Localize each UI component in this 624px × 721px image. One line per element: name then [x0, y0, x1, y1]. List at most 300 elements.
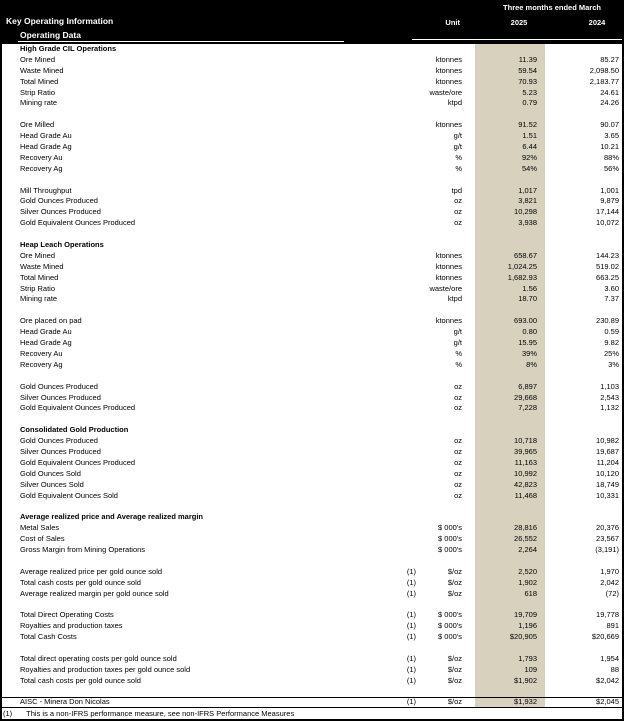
row-unit: oz	[454, 446, 462, 456]
row-unit	[416, 44, 464, 55]
table-row	[2, 697, 622, 708]
row-unit: $/oz	[447, 664, 462, 674]
footnote-ref	[388, 273, 416, 284]
row-unit: $/oz	[447, 653, 462, 663]
value-2025: 693.00	[514, 316, 537, 326]
row-label: Head Grade Au	[20, 327, 72, 337]
table-row	[2, 610, 622, 621]
value-2024: 56%	[603, 163, 619, 173]
table-row	[2, 66, 622, 77]
row-label: Silver Ounces Produced	[20, 207, 101, 217]
row-unit: ktpd	[447, 98, 462, 108]
row-label: Waste Mined	[20, 261, 64, 271]
value-2024: 25%	[603, 348, 619, 358]
row-unit: $ 000's	[438, 523, 462, 533]
row-label: Gold Equivalent Ounces Produced	[20, 403, 136, 413]
value-2025: 10,718	[514, 436, 537, 446]
row-unit: ktonnes	[435, 272, 462, 282]
row-label: Strip Ratio	[20, 283, 56, 293]
table-row	[2, 153, 622, 164]
row-unit: g/t	[453, 142, 462, 152]
row-label: Royalties and production taxes per gold ounce sold	[20, 664, 191, 674]
value-2024	[540, 44, 622, 55]
value-2024: 19,778	[596, 610, 619, 620]
table-row	[2, 567, 622, 578]
row-unit: ktonnes	[435, 250, 462, 260]
value-2025: 11,163	[514, 457, 537, 467]
row-label: AISC - Minera Don Nicolas	[20, 697, 110, 707]
footnote-ref	[388, 142, 416, 153]
value-2025: 0.79	[522, 98, 537, 108]
row-label: Head Grade Au	[20, 131, 72, 141]
row-unit: oz	[454, 218, 462, 228]
value-2025: 26,552	[514, 534, 537, 544]
value-2024: 10,072	[596, 218, 619, 228]
value-2024: 19,687	[596, 446, 619, 456]
value-2024: 663.25	[596, 272, 619, 282]
row-label: Total Mined	[20, 76, 59, 86]
spacer-row	[2, 371, 622, 382]
spacer-row	[2, 109, 622, 120]
value-2024: 24.61	[600, 87, 619, 97]
value-2025: 29,668	[514, 392, 537, 402]
value-2025: 42,823	[514, 479, 537, 489]
table-row	[2, 534, 622, 545]
footnote-ref	[388, 425, 416, 436]
row-unit: oz	[454, 457, 462, 467]
value-2024: (3,191)	[595, 544, 619, 554]
footnote-ref	[388, 436, 416, 447]
footnote-ref	[388, 153, 416, 164]
value-2025: 10,992	[514, 468, 537, 478]
table-rows	[2, 44, 622, 708]
value-2025: 1,682.93	[507, 272, 537, 282]
value-2025: 3,821	[518, 196, 537, 206]
footnote-ref	[388, 393, 416, 404]
year-2024-column-header: 2024	[588, 18, 606, 27]
footnote-ref	[388, 294, 416, 305]
value-2025: 8%	[526, 359, 537, 369]
value-2024: 519.02	[596, 261, 619, 271]
row-label: Head Grade Ag	[20, 142, 72, 152]
value-2025: 6,897	[518, 381, 537, 391]
footnote-ref	[388, 98, 416, 109]
row-label: Ore Mined	[20, 54, 56, 64]
footnote-ref	[388, 44, 416, 55]
row-unit	[416, 512, 464, 523]
row-unit: %	[455, 359, 462, 369]
table-row	[2, 458, 622, 469]
table-row	[2, 338, 622, 349]
row-unit	[416, 425, 464, 436]
footnote-ref: (1)	[406, 664, 416, 674]
value-2025: 92%	[521, 152, 537, 162]
footnote-ref: (1)	[406, 632, 416, 642]
row-unit: %	[455, 348, 462, 358]
value-2024: 3.60	[604, 283, 619, 293]
value-2024: 20,376	[596, 523, 619, 533]
value-2024	[540, 512, 622, 523]
row-label: Mining rate	[20, 294, 58, 304]
row-unit: $ 000's	[438, 534, 462, 544]
value-2025: 1.51	[522, 131, 537, 141]
footnote-ref	[388, 66, 416, 77]
table-row	[2, 676, 622, 687]
footnote-ref	[388, 447, 416, 458]
table-row	[2, 77, 622, 88]
value-2025: 18.70	[518, 294, 537, 304]
footnote	[2, 708, 622, 718]
value-2025: 3,938	[518, 218, 537, 228]
footnote-ref: (1)	[406, 610, 416, 620]
value-2024: (72)	[605, 588, 619, 598]
value-2024: 1,970	[600, 566, 619, 576]
value-2025: 1,017	[518, 185, 537, 195]
table-row	[2, 545, 622, 556]
footnote-ref	[388, 120, 416, 131]
table-row	[2, 491, 622, 502]
footnote-ref	[388, 186, 416, 197]
row-label: Total cash costs per gold ounce sold	[20, 577, 141, 587]
table-row	[2, 316, 622, 327]
footnote-ref	[388, 262, 416, 273]
row-label: Total Direct Operating Costs	[20, 610, 114, 620]
footnote-ref	[388, 316, 416, 327]
value-2024: 2,042	[600, 577, 619, 587]
value-2024: 90.07	[600, 120, 619, 130]
footnote-ref	[388, 196, 416, 207]
value-2024: 10,982	[596, 436, 619, 446]
row-label: Cost of Sales	[20, 534, 65, 544]
row-unit: oz	[454, 436, 462, 446]
row-label: Silver Ounces Produced	[20, 392, 101, 402]
footnote-ref	[388, 534, 416, 545]
row-unit: g/t	[453, 338, 462, 348]
table-row	[2, 120, 622, 131]
row-unit: $/oz	[447, 566, 462, 576]
row-unit: ktonnes	[435, 65, 462, 75]
value-2025: 618	[524, 588, 537, 598]
row-label: Consolidated Gold Production	[20, 425, 129, 435]
spacer-row	[2, 229, 622, 240]
value-2025: 70.93	[518, 76, 537, 86]
value-2025	[464, 425, 540, 436]
footnote-ref	[388, 218, 416, 229]
row-label: Mill Throughput	[20, 185, 72, 195]
table-row	[2, 436, 622, 447]
row-unit: $/oz	[447, 697, 462, 707]
row-label: Gold Ounces Produced	[20, 196, 98, 206]
value-2024: 1,954	[600, 653, 619, 663]
table-row	[2, 621, 622, 632]
value-2025: 10,298	[514, 207, 537, 217]
spacer-row	[2, 643, 622, 654]
row-label: Gold Ounces Sold	[20, 468, 81, 478]
row-label: Average realized price and Average realized margin	[20, 512, 203, 522]
row-unit: $ 000's	[438, 632, 462, 642]
table-row	[2, 654, 622, 665]
value-2025	[464, 512, 540, 523]
row-label: Recovery Au	[20, 152, 63, 162]
footnote-ref	[388, 77, 416, 88]
footnote-ref	[388, 469, 416, 480]
row-label: Ore placed on pad	[20, 316, 82, 326]
value-2025: 91.52	[518, 120, 537, 130]
row-unit: ktonnes	[435, 261, 462, 271]
footnote-ref	[388, 382, 416, 393]
value-2024: 1,132	[600, 403, 619, 413]
spacer-row	[2, 414, 622, 425]
table-row	[2, 131, 622, 142]
row-label: Waste Mined	[20, 65, 64, 75]
footnote-ref	[388, 284, 416, 295]
value-2025: 1,196	[518, 621, 537, 631]
spacer-row	[2, 687, 622, 698]
spacer-row	[2, 556, 622, 567]
footnote-ref	[388, 88, 416, 99]
value-2025: $1,902	[514, 675, 537, 685]
row-label: Total cash costs per gold ounce sold	[20, 675, 141, 685]
row-label: Total Cash Costs	[20, 632, 77, 642]
row-label: Gold Equivalent Ounces Produced	[20, 218, 136, 228]
row-label: Head Grade Ag	[20, 338, 72, 348]
value-2025: 39%	[521, 348, 537, 358]
value-2025: $20,905	[509, 632, 537, 642]
footnote-ref	[388, 240, 416, 251]
row-label: Ore Milled	[20, 120, 55, 130]
table-row	[2, 207, 622, 218]
row-unit: oz	[454, 490, 462, 500]
value-2024: 1,001	[600, 185, 619, 195]
footnote-text: This is a non-IFRS performance measure, see non-IFRS Performance Measures	[26, 708, 295, 718]
row-unit	[416, 240, 464, 251]
row-label: Gold Equivalent Ounces Sold	[20, 490, 118, 500]
footnote-ref	[388, 523, 416, 534]
footnote-ref	[388, 512, 416, 523]
table-row	[2, 382, 622, 393]
footnote-ref	[388, 491, 416, 502]
footnote-ref	[388, 327, 416, 338]
table-row	[2, 55, 622, 66]
footnote-ref: (1)	[406, 653, 416, 663]
spacer-row	[2, 305, 622, 316]
value-2024: 24.26	[600, 98, 619, 108]
value-2024: 3%	[608, 359, 619, 369]
section-header-row	[2, 240, 622, 251]
row-unit: $ 000's	[438, 610, 462, 620]
row-label: Recovery Ag	[20, 359, 63, 369]
value-2024: 10.21	[600, 142, 619, 152]
row-label: Recovery Ag	[20, 163, 63, 173]
table-row	[2, 578, 622, 589]
header-underline-right	[412, 39, 622, 40]
row-label: Gold Ounces Produced	[20, 381, 98, 391]
table-row	[2, 665, 622, 676]
footnote-ref: (1)	[406, 697, 416, 707]
row-label: Recovery Au	[20, 348, 63, 358]
table-row	[2, 349, 622, 360]
value-2025: 15.95	[518, 338, 537, 348]
value-2024: 85.27	[600, 54, 619, 64]
footnote-ref	[388, 458, 416, 469]
row-label: Total direct operating costs per gold ounce sold	[20, 653, 177, 663]
row-label: Total Mined	[20, 272, 59, 282]
table-row	[2, 589, 622, 600]
value-2024	[540, 240, 622, 251]
table-row	[2, 523, 622, 534]
value-2025: 2,520	[518, 566, 537, 576]
row-unit: g/t	[453, 327, 462, 337]
row-label: Mining rate	[20, 98, 58, 108]
row-unit: oz	[454, 381, 462, 391]
table-row	[2, 327, 622, 338]
row-label: Heap Leach Operations	[20, 240, 104, 250]
table-row	[2, 186, 622, 197]
table-body	[2, 44, 622, 708]
footnote-ref: (1)	[406, 621, 416, 631]
value-2025	[464, 240, 540, 251]
row-unit: ktonnes	[435, 316, 462, 326]
row-label: Silver Ounces Produced	[20, 446, 101, 456]
value-2024: 2,543	[600, 392, 619, 402]
section-header-row	[2, 425, 622, 436]
footnote-ref: (1)	[406, 675, 416, 685]
value-2024: 1,103	[600, 381, 619, 391]
value-2025: 2,264	[518, 544, 537, 554]
row-label: Strip Ratio	[20, 87, 56, 97]
value-2025: 1,024.25	[507, 261, 537, 271]
value-2025: 109	[524, 664, 537, 674]
value-2024: 17,144	[596, 207, 619, 217]
value-2024: 88	[610, 664, 619, 674]
footnote-ref	[388, 164, 416, 175]
value-2025: 658.67	[514, 250, 537, 260]
table-row	[2, 88, 622, 99]
value-2025: 1,793	[518, 653, 537, 663]
row-unit: tpd	[451, 185, 462, 195]
row-unit: %	[455, 152, 462, 162]
value-2024: 144.23	[596, 250, 619, 260]
row-unit: $ 000's	[438, 621, 462, 631]
footnote-ref: (1)	[406, 566, 416, 576]
value-2025: 11.39	[518, 54, 537, 64]
value-2025	[464, 44, 540, 55]
value-2025: 5.23	[522, 87, 537, 97]
row-label: Metal Sales	[20, 523, 60, 533]
table-row	[2, 469, 622, 480]
row-unit: %	[455, 163, 462, 173]
footnote-ref	[388, 403, 416, 414]
row-label: Royalties and production taxes	[20, 621, 123, 631]
value-2024: 10,331	[596, 490, 619, 500]
row-unit: $/oz	[447, 588, 462, 598]
spacer-row	[2, 175, 622, 186]
row-unit: oz	[454, 392, 462, 402]
header-underline-left	[18, 41, 344, 42]
table-row	[2, 480, 622, 491]
value-2025: 6.44	[522, 142, 537, 152]
section-header-row	[2, 44, 622, 55]
row-unit: oz	[454, 403, 462, 413]
value-2025: 1,902	[518, 577, 537, 587]
row-unit: oz	[454, 479, 462, 489]
value-2024: 0.59	[604, 327, 619, 337]
value-2024: $20,669	[591, 632, 619, 642]
footnote-ref	[388, 131, 416, 142]
value-2025: 19,709	[514, 610, 537, 620]
row-label: Gold Equivalent Ounces Produced	[20, 457, 136, 467]
row-unit: g/t	[453, 131, 462, 141]
value-2024: 9,879	[600, 196, 619, 206]
table-row	[2, 262, 622, 273]
value-2024: 18,749	[596, 479, 619, 489]
table-row	[2, 142, 622, 153]
table-row	[2, 273, 622, 284]
value-2024: 9.82	[604, 338, 619, 348]
row-label: High Grade CIL Operations	[20, 44, 117, 53]
spacer-row	[2, 501, 622, 512]
table-header	[2, 0, 622, 44]
table-row	[2, 632, 622, 643]
footnote-ref	[388, 338, 416, 349]
value-2025: 54%	[521, 163, 537, 173]
value-2024: 23,567	[596, 534, 619, 544]
table-row	[2, 403, 622, 414]
value-2025: 0.80	[522, 327, 537, 337]
value-2024: 2,183.77	[589, 76, 619, 86]
row-unit: waste/ore	[429, 283, 462, 293]
period-header: Three months ended March	[503, 3, 601, 12]
footnote-marker: (1)	[3, 708, 13, 718]
row-unit: $/oz	[447, 577, 462, 587]
value-2024: 7.37	[604, 294, 619, 304]
row-unit: $/oz	[447, 675, 462, 685]
value-2025: $1,932	[514, 697, 537, 707]
row-unit: oz	[454, 468, 462, 478]
row-unit: ktonnes	[435, 76, 462, 86]
unit-column-header: Unit	[445, 18, 460, 27]
value-2024: 891	[606, 621, 619, 631]
row-label: Average realized margin per gold ounce sold	[20, 588, 169, 598]
footnote-ref	[388, 480, 416, 491]
value-2024: 88%	[603, 152, 619, 162]
row-label: Gold Ounces Produced	[20, 436, 98, 446]
row-label: Gross Margin from Mining Operations	[20, 544, 146, 554]
footnote-ref	[388, 55, 416, 66]
row-unit: ktpd	[447, 294, 462, 304]
row-unit: ktonnes	[435, 120, 462, 130]
value-2024: $2,042	[596, 675, 619, 685]
table-row	[2, 393, 622, 404]
table-row	[2, 98, 622, 109]
page-title: Key Operating Information	[6, 16, 114, 26]
value-2025: 39,965	[514, 446, 537, 456]
row-unit: $ 000's	[438, 544, 462, 554]
footnote-ref	[388, 251, 416, 262]
spacer-row	[2, 599, 622, 610]
value-2024: 3.65	[604, 131, 619, 141]
row-unit: oz	[454, 196, 462, 206]
value-2025: 1.56	[522, 283, 537, 293]
footnote-ref	[388, 545, 416, 556]
value-2025: 28,816	[514, 523, 537, 533]
table-row	[2, 164, 622, 175]
table-row	[2, 360, 622, 371]
value-2025: 7,228	[518, 403, 537, 413]
value-2024: 230.89	[596, 316, 619, 326]
table-row	[2, 196, 622, 207]
row-label: Average realized price per gold ounce sold	[20, 566, 163, 576]
